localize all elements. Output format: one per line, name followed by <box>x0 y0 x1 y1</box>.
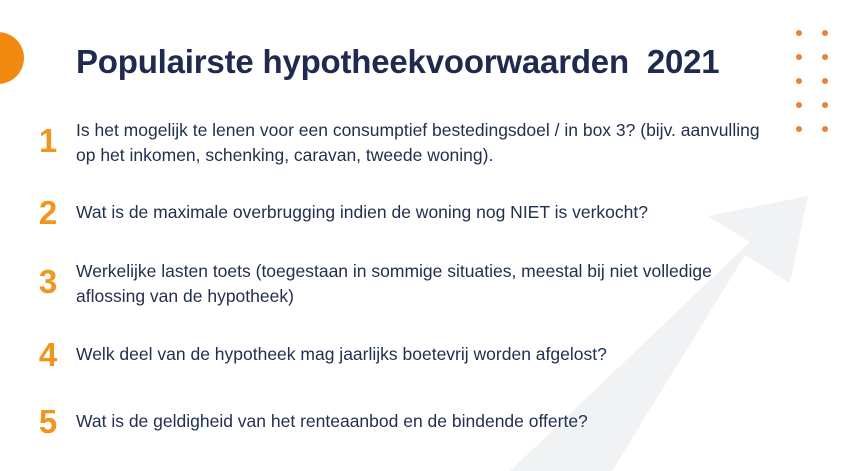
item-text: Wat is de geldigheid van het renteaanbod en de bindende offerte? <box>76 411 588 431</box>
item-number: 5 <box>38 403 58 440</box>
item-text: Is het mogelijk te lenen voor een consumptief bestedingsdoel / in box 3? (bijv. aanvulling op het inkomen, schenking, caravan, tweede woning). <box>76 120 760 165</box>
item-number: 3 <box>38 263 58 300</box>
dot <box>796 126 802 132</box>
dot <box>796 102 802 108</box>
item-text: Wat is de maximale overbrugging indien de woning nog NIET is verkocht? <box>76 202 648 222</box>
dot-grid-decoration <box>796 30 840 140</box>
dot <box>796 54 802 60</box>
page-title: Populairste hypotheekvoorwaarden 2021 <box>76 43 720 80</box>
item-number: 2 <box>38 194 58 231</box>
dot <box>822 78 828 84</box>
dot <box>822 102 828 108</box>
dot <box>822 126 828 132</box>
item-text: Welk deel van de hypotheek mag jaarlijks boetevrij worden afgelost? <box>76 344 607 364</box>
item-text: Werkelijke lasten toets (toegestaan in sommige situaties, meestal bij niet volledige aflossing van de hypotheek) <box>76 261 712 306</box>
dot <box>822 30 828 36</box>
dot <box>822 54 828 60</box>
dot <box>796 30 802 36</box>
item-number: 4 <box>38 336 58 373</box>
dot <box>796 78 802 84</box>
item-number: 1 <box>38 122 58 159</box>
